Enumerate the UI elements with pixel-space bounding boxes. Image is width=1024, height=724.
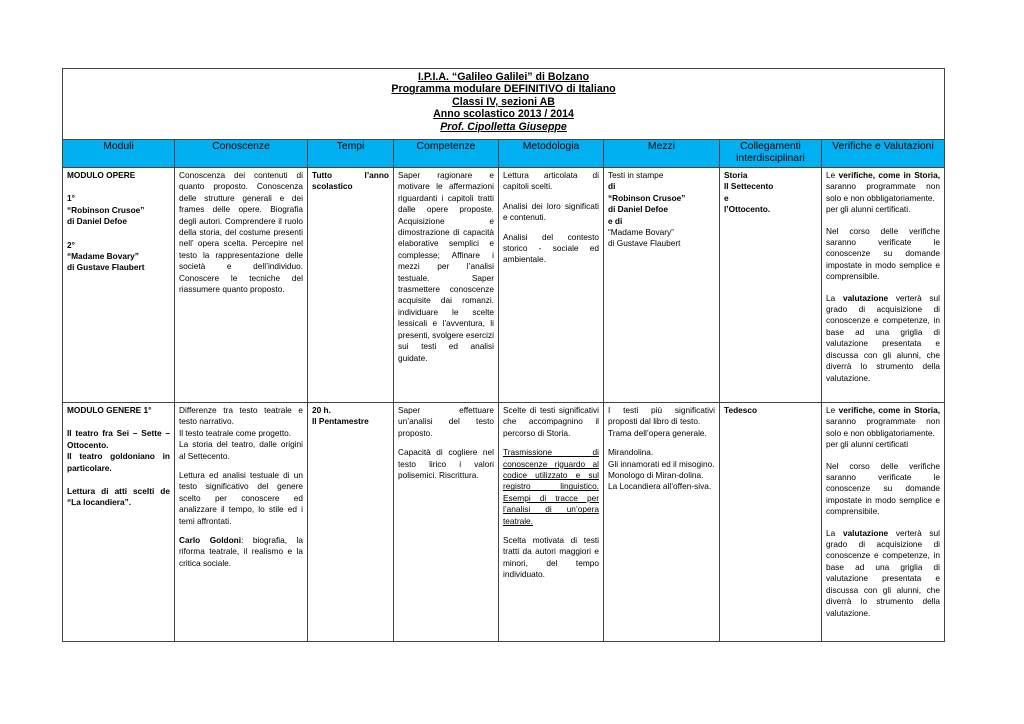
row2-metodologia: Scelte di testi significativi che accompagnino il percorso di Storia. Trasmissione di conoscenze riguardo al codice utilizzato e sul registro linguistico. Esempi di tracce per l’analisi di un’opera teatrale. Scelta motivata di testi tratti da autori maggiori e minori, del tempo individuato. [499, 403, 604, 642]
col-metodologia: Metodologia [499, 140, 604, 168]
row1-verifiche: Le verifiche, come in Storia, saranno programmate non solo e non obbligatoriamente. per gli alunni certificati. Nel corso delle verifiche saranno verificate le conoscenze su domande impostate in modo semplice e comprensibile. La valutazione verterà sul grado di acquisizione di conoscenze e competenze, in base ad una griglia di valutazione presentata e discussa con gli alunni, che diverrà lo strumento della valutazione. [822, 168, 945, 403]
table-row [63, 403, 945, 642]
row2-tempi: 20 h. Il Pentamestre [308, 403, 394, 642]
classes: Classi IV, sezioni AB [452, 95, 555, 108]
row2-collegamenti: Tedesco [720, 403, 822, 642]
row1-conoscenze: Conoscenza dei contenuti di quanto proposto. Conoscenza delle strutture generali e dei frames delle opere. Biografia degli autori. Comprendere il ruolo della storia, del costume presenti nell’ opera scelta. Percepire nel testo la rappresentazione delle società e dell’individuo. Conoscere le tecniche del riassumere quanto proposto. [175, 168, 308, 403]
school-year: Anno scolastico 2013 / 2014 [433, 108, 574, 121]
row1-moduli: MODULO OPERE 1° “Robinson Crusoe” di Daniel Defoe 2° “Madame Bovary” di Gustave Flaubert [63, 168, 175, 403]
row2-verifiche: Le verifiche, come in Storia, saranno programmate non solo e non obbligatoriamente. per gli alunni certificati Nel corso delle verifiche saranno verificate le conoscenze su domande impostate in modo semplice e comprensibile. La valutazione verterà sul grado di acquisizione di conoscenze e competenze, in base ad una griglia di valutazione presentata e discussa con gli alunni, che diverrà lo strumento della valutazione. [822, 403, 945, 642]
col-competenze: Competenze [394, 140, 499, 168]
program-table [62, 68, 945, 642]
row1-metodologia: Lettura articolata di capitoli scelti. Analisi dei loro significati e contenuti. Analisi del contesto storico - sociale ed ambientale. [499, 168, 604, 403]
row2-conoscenze: Differenze tra testo teatrale e testo narrativo. Il testo teatrale come progetto. La storia del teatro, dalle origini al Settecento. Lettura ed analisi testuale di un testo significativo del genere scelto per conoscere ed analizzare il tempo, lo stile ed i temi affrontati. Carlo Goldoni: biografia, la riforma teatrale, il realismo e la critica sociale. [175, 403, 308, 642]
col-conoscenze: Conoscenze [175, 140, 308, 168]
row2-mezzi: I testi più significativi proposti dal libro di testo. Trama dell’opera generale. Mirandolina. Gli innamorati ed il misogino. Monologo di Miran-dolina. La Locandiera all’offen-siva. [604, 403, 720, 642]
row1-competenze: Saper ragionare e motivare le affermazioni riguardanti i capitoli tratti dalle opere proposte. Acquisizione e dimostrazione di capacità elaborative semplici e complesse; Affinare i mezzi per l’analisi testuale. Saper trasmettere conoscenze acquisite dai romanzi. individuare le scelte lessicali e l’avventura, li presenti, svolgere esercizi sui testi ed analisi guidate. [394, 168, 499, 403]
col-collegamenti: Collegamenti interdisciplinari [720, 140, 822, 168]
row1-collegamenti: Storia Il Settecento e l’Ottocento. [720, 168, 822, 403]
col-tempi: Tempi [308, 140, 394, 168]
school-name: I.P.I.A. “Galileo Galilei” di Bolzano [417, 71, 590, 83]
col-verifiche: Verifiche e Valutazioni [822, 140, 945, 168]
row1-tempi: Tutto l’anno scolastico [308, 168, 394, 403]
col-moduli: Moduli [63, 140, 175, 168]
row2-moduli: MODULO GENERE 1° Il teatro fra Sei – Sette – Ottocento. Il teatro goldoniano in particolare. Lettura di atti scelti de “La locandiera”. [63, 403, 175, 642]
document-header [63, 69, 945, 140]
program-title: Programma modulare DEFINITIVO di Italiano [391, 83, 616, 96]
row1-mezzi: Testi in stampe di “Robinson Crusoe” di Daniel Defoe e di “Madame Bovary” di Gustave Flaubert [604, 168, 720, 403]
col-mezzi: Mezzi [604, 140, 720, 168]
row2-competenze: Saper effettuare un’analisi del testo proposto. Capacità di cogliere nel testo lirico i valori polisemici. Riscrittura. [394, 403, 499, 642]
teacher-name: Prof. Cipolletta Giuseppe [440, 120, 567, 133]
table-row [63, 168, 945, 403]
column-header-row [63, 140, 945, 168]
